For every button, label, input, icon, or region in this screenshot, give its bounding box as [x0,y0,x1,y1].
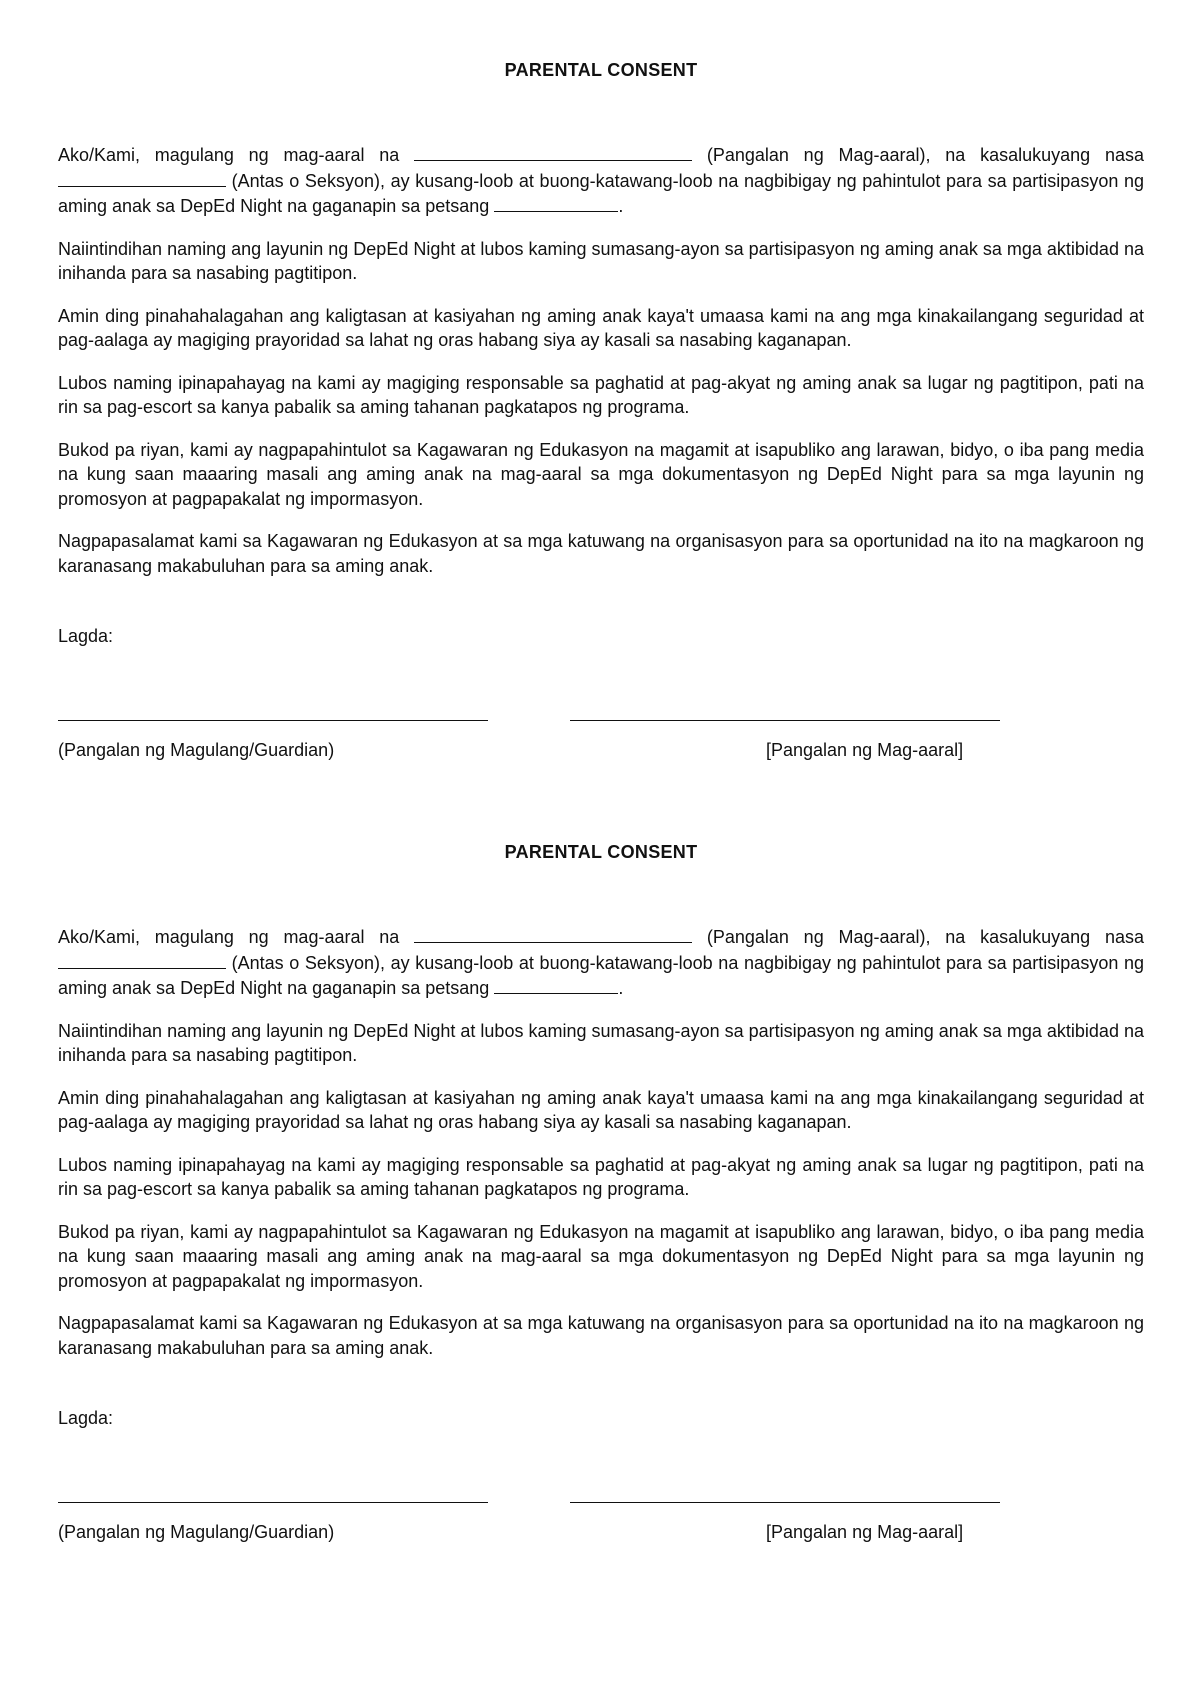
parent-signature-line[interactable] [58,720,488,721]
intro-text-a: Ako/Kami, magulang ng mag-aaral na [58,145,400,165]
paragraph-responsibility: Lubos naming ipinapahayag na kami ay magiging responsable sa paghatid at pag-akyat ng aming anak sa lugar ng pagtitipon, pati na rin sa pag-escort sa kanya pabalik sa aming tahanan pagkatapos ng programa. [58,372,1144,417]
form-title: PARENTAL CONSENT [504,60,698,80]
intro-text-d: . [618,196,624,216]
intro-text-a: Ako/Kami, magulang ng mag-aaral na [58,927,400,947]
date-blank[interactable] [494,975,618,994]
grade-section-blank[interactable] [58,168,226,187]
form-title: PARENTAL CONSENT [504,842,698,862]
signature-label: Lagda: [58,626,114,646]
paragraph-intro [58,142,1144,219]
intro-text-b: (Pangalan ng Mag-aaral), na kasalukuyang nasa [706,927,1144,947]
paragraph-safety: Amin ding pinahahalagahan ang kaligtasan at kasiyahan ng aming anak kaya't umaasa kami na ang mga kinakailangang seguridad at pag-aalaga ay magiging prayoridad sa lahat ng oras habang siya ay kasali sa nasabing kaganapan. [58,1087,1144,1132]
signature-captions [58,738,1144,764]
form-body [58,142,1144,578]
parent-name-caption: (Pangalan ng Magulang/Guardian) [58,1522,335,1542]
signature-lines [58,720,1144,722]
intro-text-b: (Pangalan ng Mag-aaral), na kasalukuyang nasa [706,145,1144,165]
form-body [58,924,1144,1360]
paragraph-understanding: Naiintindihan naming ang layunin ng DepEd Night at lubos kaming sumasang-ayon sa partisipasyon ng aming anak sa mga aktibidad na inihanda para sa nasabing pagtitipon. [58,1020,1144,1065]
paragraph-responsibility: Lubos naming ipinapahayag na kami ay magiging responsable sa paghatid at pag-akyat ng aming anak sa lugar ng pagtitipon, pati na rin sa pag-escort sa kanya pabalik sa aming tahanan pagkatapos ng programa. [58,1154,1144,1199]
signature-label: Lagda: [58,1408,114,1428]
student-name-blank[interactable] [414,142,692,161]
consent-form-1 [58,58,1144,764]
grade-section-blank[interactable] [58,950,226,969]
intro-text-c: (Antas o Seksyon), ay kusang-loob at buong-katawang-loob na nagbibigay ng pahintulot para sa partisipasyon ng aming anak sa DepEd Night na gaganapin sa petsang [58,170,1144,216]
paragraph-intro [58,924,1144,1001]
student-name-caption: [Pangalan ng Mag-aaral] [766,740,964,760]
paragraph-understanding: Naiintindihan naming ang layunin ng DepEd Night at lubos kaming sumasang-ayon sa partisipasyon ng aming anak sa mga aktibidad na inihanda para sa nasabing pagtitipon. [58,238,1144,283]
parent-name-caption: (Pangalan ng Magulang/Guardian) [58,740,335,760]
paragraph-thanks: Nagpapasalamat kami sa Kagawaran ng Edukasyon at sa mga katuwang na organisasyon para sa oportunidad na ito na magkaroon ng karanasang makabuluhan para sa aming anak. [58,531,1144,576]
intro-text-d: . [618,978,624,998]
paragraph-safety: Amin ding pinahahalagahan ang kaligtasan at kasiyahan ng aming anak kaya't umaasa kami na ang mga kinakailangang seguridad at pag-aalaga ay magiging prayoridad sa lahat ng oras habang siya ay kasali sa nasabing kaganapan. [58,305,1144,350]
date-blank[interactable] [494,193,618,212]
student-signature-line[interactable] [570,720,1000,721]
student-name-caption: [Pangalan ng Mag-aaral] [766,1522,964,1542]
consent-form-2 [58,840,1144,1546]
student-name-blank[interactable] [414,924,692,943]
signature-captions [58,1520,1144,1546]
paragraph-media-consent: Bukod pa riyan, kami ay nagpapahintulot sa Kagawaran ng Edukasyon na magamit at isapubliko ang larawan, bidyo, o iba pang media na kung saan maaaring masali ang aming anak na mag-aaral sa mga dokumentasyon ng DepEd Night para sa mga layunin ng promosyon at pagpapakalat ng impormasyon. [58,439,1144,509]
paragraph-thanks: Nagpapasalamat kami sa Kagawaran ng Edukasyon at sa mga katuwang na organisasyon para sa oportunidad na ito na magkaroon ng karanasang makabuluhan para sa aming anak. [58,1313,1144,1358]
paragraph-media-consent: Bukod pa riyan, kami ay nagpapahintulot sa Kagawaran ng Edukasyon na magamit at isapubliko ang larawan, bidyo, o iba pang media na kung saan maaaring masali ang aming anak na mag-aaral sa mga dokumentasyon ng DepEd Night para sa mga layunin ng promosyon at pagpapakalat ng impormasyon. [58,1221,1144,1291]
student-signature-line[interactable] [570,1502,1000,1503]
parent-signature-line[interactable] [58,1502,488,1503]
intro-text-c: (Antas o Seksyon), ay kusang-loob at buong-katawang-loob na nagbibigay ng pahintulot para sa partisipasyon ng aming anak sa DepEd Night na gaganapin sa petsang [58,952,1144,998]
signature-lines [58,1502,1144,1504]
